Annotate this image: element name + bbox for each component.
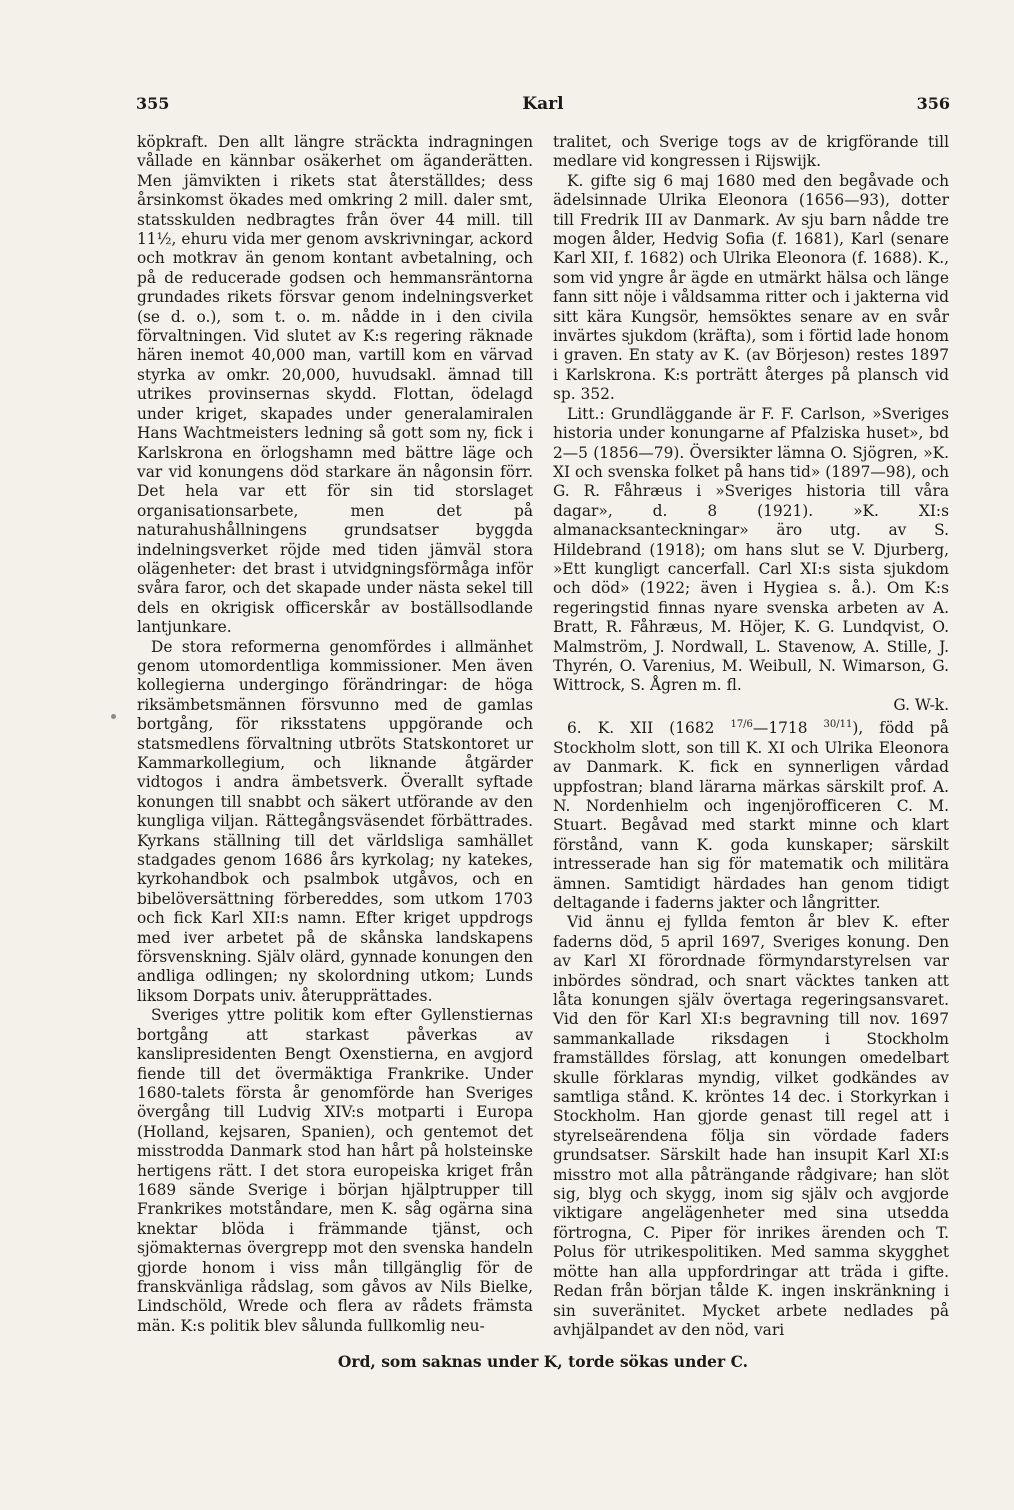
right-page-number: 356 [916,94,950,113]
left-page-number: 355 [136,94,170,113]
literature-text: Litt.: Grundläggande är F. F. Carlson, »Sveriges historia under konungarne af Pfalziska huset», bd 2—5 (1856—79). Översikter lämna O. Sjögren, »K. XI och svenska folket på hans tid» (1897—98), och G. R. Fåhræus i »Sveriges historia till våra dagar», d. 8 (1921). »K. XI:s almanacksanteckningar» äro utg. av S. Hildebrand (1918); om hans slut se V. Djurberg, »Ett kungligt cancerfall. Carl XI:s sista sjukdom och död» (1922; även i Hygiea s. å.). Om K:s regeringstid finnas nyare svenska arbeten av A. Bratt, R. Fåhræus, M. Höjer, K. G. Lundqvist, O. Malmström, J. Nordwall, L. Stavenow, A. Stille, J. Thyrén, O. Varenius, M. Weibull, N. Wimarson, G. Wittrock, S. Ågren m. fl. [553,404,949,695]
death-date: 30/11 [823,719,853,731]
paragraph-marriage: K. gifte sig 6 maj 1680 med den begåvade och ädelsinnade Ulrika Eleonora (1656—93), dotter till Fredrik III av Danmark. Av sju barn nådde tre mogen ålder, Hedvig Sofia (f. 1681), Karl (senare Karl XII, f. 1682) och Ulrika Eleonora (f. 1688). K., som vid yngre år ägde en utmärkt hälsa och länge fann sitt nöje i våldsamma ritter och i jakterna vid sitt kära Kungsör, hemsöktes senare av en svår invärtes sjukdom (kräfta), som i förtid lade honom i graven. En staty av K. (av Börjeson) restes 1897 i Karlskrona. K:s porträtt återges på plansch vid sp. 352. [553,171,949,404]
page-header [136,94,950,118]
paragraph-commissions: De stora reformerna genomfördes i allmänhet genom utomordentliga kommissioner. Men även kollegierna undergingo förändringar: de höga riksämbetsmännen försvunno med de gamlas bortgång, för riksstatens uppgörande och statsmedlens förvaltning utbröts Statskontoret ur Kammarkollegium, och liknande åtgärder vidtogos i andra ämbetsverk. Överallt syftade konungen till snabbt och säkert utförande av den kungliga viljan. Rättegångsväsendet förbättrades. Kyrkans ställning till det världsliga samhället stadgades genom 1686 års kyrkolag; ny katekes, kyrkohandbok och psalmbok utgåvos, och en bibelöversättning förbereddes, som utkom 1703 och fick Karl XII:s namn. Efter kriget uppdrogs med iver arbetet på de skånska landskapens försvenskning. Själv olärd, gynnade konungen den andliga odlingen; ny skolordning utkom; Lunds liksom Dorpats univ. återupprättades. [137,637,533,1005]
paragraph-foreign-policy: Sveriges yttre politik kom efter Gyllenstiernas bortgång att starkast påverkas av kanslipresidenten Bengt Oxenstierna, en avgjord fiende till det övermäktiga Frankrike. Under 1680-talets första år genomförde han Sveriges övergång till Ludvig XIV:s motparti i Europa (Holland, kejsaren, Spanien), och gentemot det misstrodda Danmark stod han hårt på holsteinske hertigens rätt. I det stora europeiska kriget från 1689 sände Sverige i början hjälptrupper till Frankrikes motståndare, men K. såg ogärna sina knektar blöda i främmande tjänst, och sjömakternas övergrepp mot den svenska handeln gjorde honom i viss mån tillgänglig för de franskvänliga rådslag, som gåvos av Nils Bielke, Lindschöld, Wrede och flera av rådets främsta män. K:s politik blev sålunda fullkomlig neu- [137,1006,533,1335]
right-column [553,133,949,1340]
entry-heading: 6. K. XII (1682 [567,719,715,738]
entry-dash: —1718 [752,719,808,738]
entry-text: ), född på Stockholm slott, son till K. XI och Ulrika Eleonora av Danmark. K. fick en synnerligen vårdad uppfostran; bland lärarna märkas särskilt prof. A. N. Nordenhielm och ingenjörofficeren C. M. Stuart. Begåvad med starkt minne och klart förstånd, vann K. goda kunskaper; särskilt intresserade han sig för matematik och militära ämnen. Samtidigt härdades han genom tidigt deltagande i faderns jakter och långritter. [553,719,949,912]
paragraph-neutrality: tralitet, och Sverige togs av de krigförande till medlare vid kongressen i Rijswijk. [553,133,949,171]
left-column [137,133,533,1336]
margin-mark [111,714,116,719]
paragraph-karl-xii [553,715,949,913]
paragraph-accession: Vid ännu ej fyllda femton år blev K. efter faderns död, 5 april 1697, Sveriges konung. Den av Karl XI förordnade förmyndarstyrelsen var inbördes söndrad, och snart väcktes tanken att låta konungen själv övertaga regeringsansvaret. Vid den för Karl XI:s begravning till nov. 1697 sammankallade riksdagen i Stockholm framställdes förslag, att konungen omedelbart skulle förklaras myndig, vilket godkändes av samtliga stånd. K. kröntes 14 dec. i Storkyrkan i Stockholm. Han gjorde genast till regel att i styrelseärendena följa sin vördade faders grundsatser. Särskilt hade han insupit Karl XI:s misstro mot alla påträngande rådgivare; han slöt sig, blyg och skygg, inom sig själv och avgjorde viktigare angelägenheter med sina utsedda förtrogna, C. Piper för inrikes ärenden och T. Polus för utrikespolitiken. Med samma skygghet mötte han alla uppfordringar att träda i gifte. Redan från början tålde K. ingen inskränkning i sin suveränitet. Mycket arbete nedlades på avhjälpandet av den nöd, vari [553,913,949,1339]
footer-note: Ord, som saknas under K, torde sökas under C. [337,1352,749,1371]
running-title: Karl [522,94,564,114]
paragraph-reform: köpkraft. Den allt längre sträckta indragningen vållade en kännbar osäkerhet om äganderätten. Men jämvikten i rikets stat återställdes; dess årsinkomst ökades med omkring 2 mill. daler smt, statsskulden nedbragtes från över 44 mill. till 11½, ehuru vida mer genom avskrivningar, ackord och motkrav än genom kontant avbetalning, och på de reducerade godsen och hemmansräntorna grundades rikets försvar genom indelningsverket (se d. o.), som t. o. m. nådde in i den civila förvaltningen. Vid slutet av K:s regering räknade hären inemot 40,000 man, vartill kom en värvad styrka av omkr. 20,000, huvudsakl. ämnad till utrikes provinsernas skydd. Flottan, ödelagd under kriget, skapades under generalamiralen Hans Wachtmeisters ledning så gott som ny, fick i Karlskrona en örlogshamn med bättre läge och var vid konungens död starkare än någonsin förr. Det hela var ett för sin tid storslaget organisationsarbete, men det på naturahushållningens grundsatser byggda indelningsverket röjde med tiden jämväl stora olägenheter: det brast i utvidgningsförmåga inför svåra faror, och det skapade under nästa sekel till dels en okrigisk officerskår av boställsodlande lantjunkare. [137,133,533,637]
birth-date: 17/6 [730,719,753,731]
paragraph-literature [553,405,949,716]
author-signature: G. W-k. [893,695,949,714]
